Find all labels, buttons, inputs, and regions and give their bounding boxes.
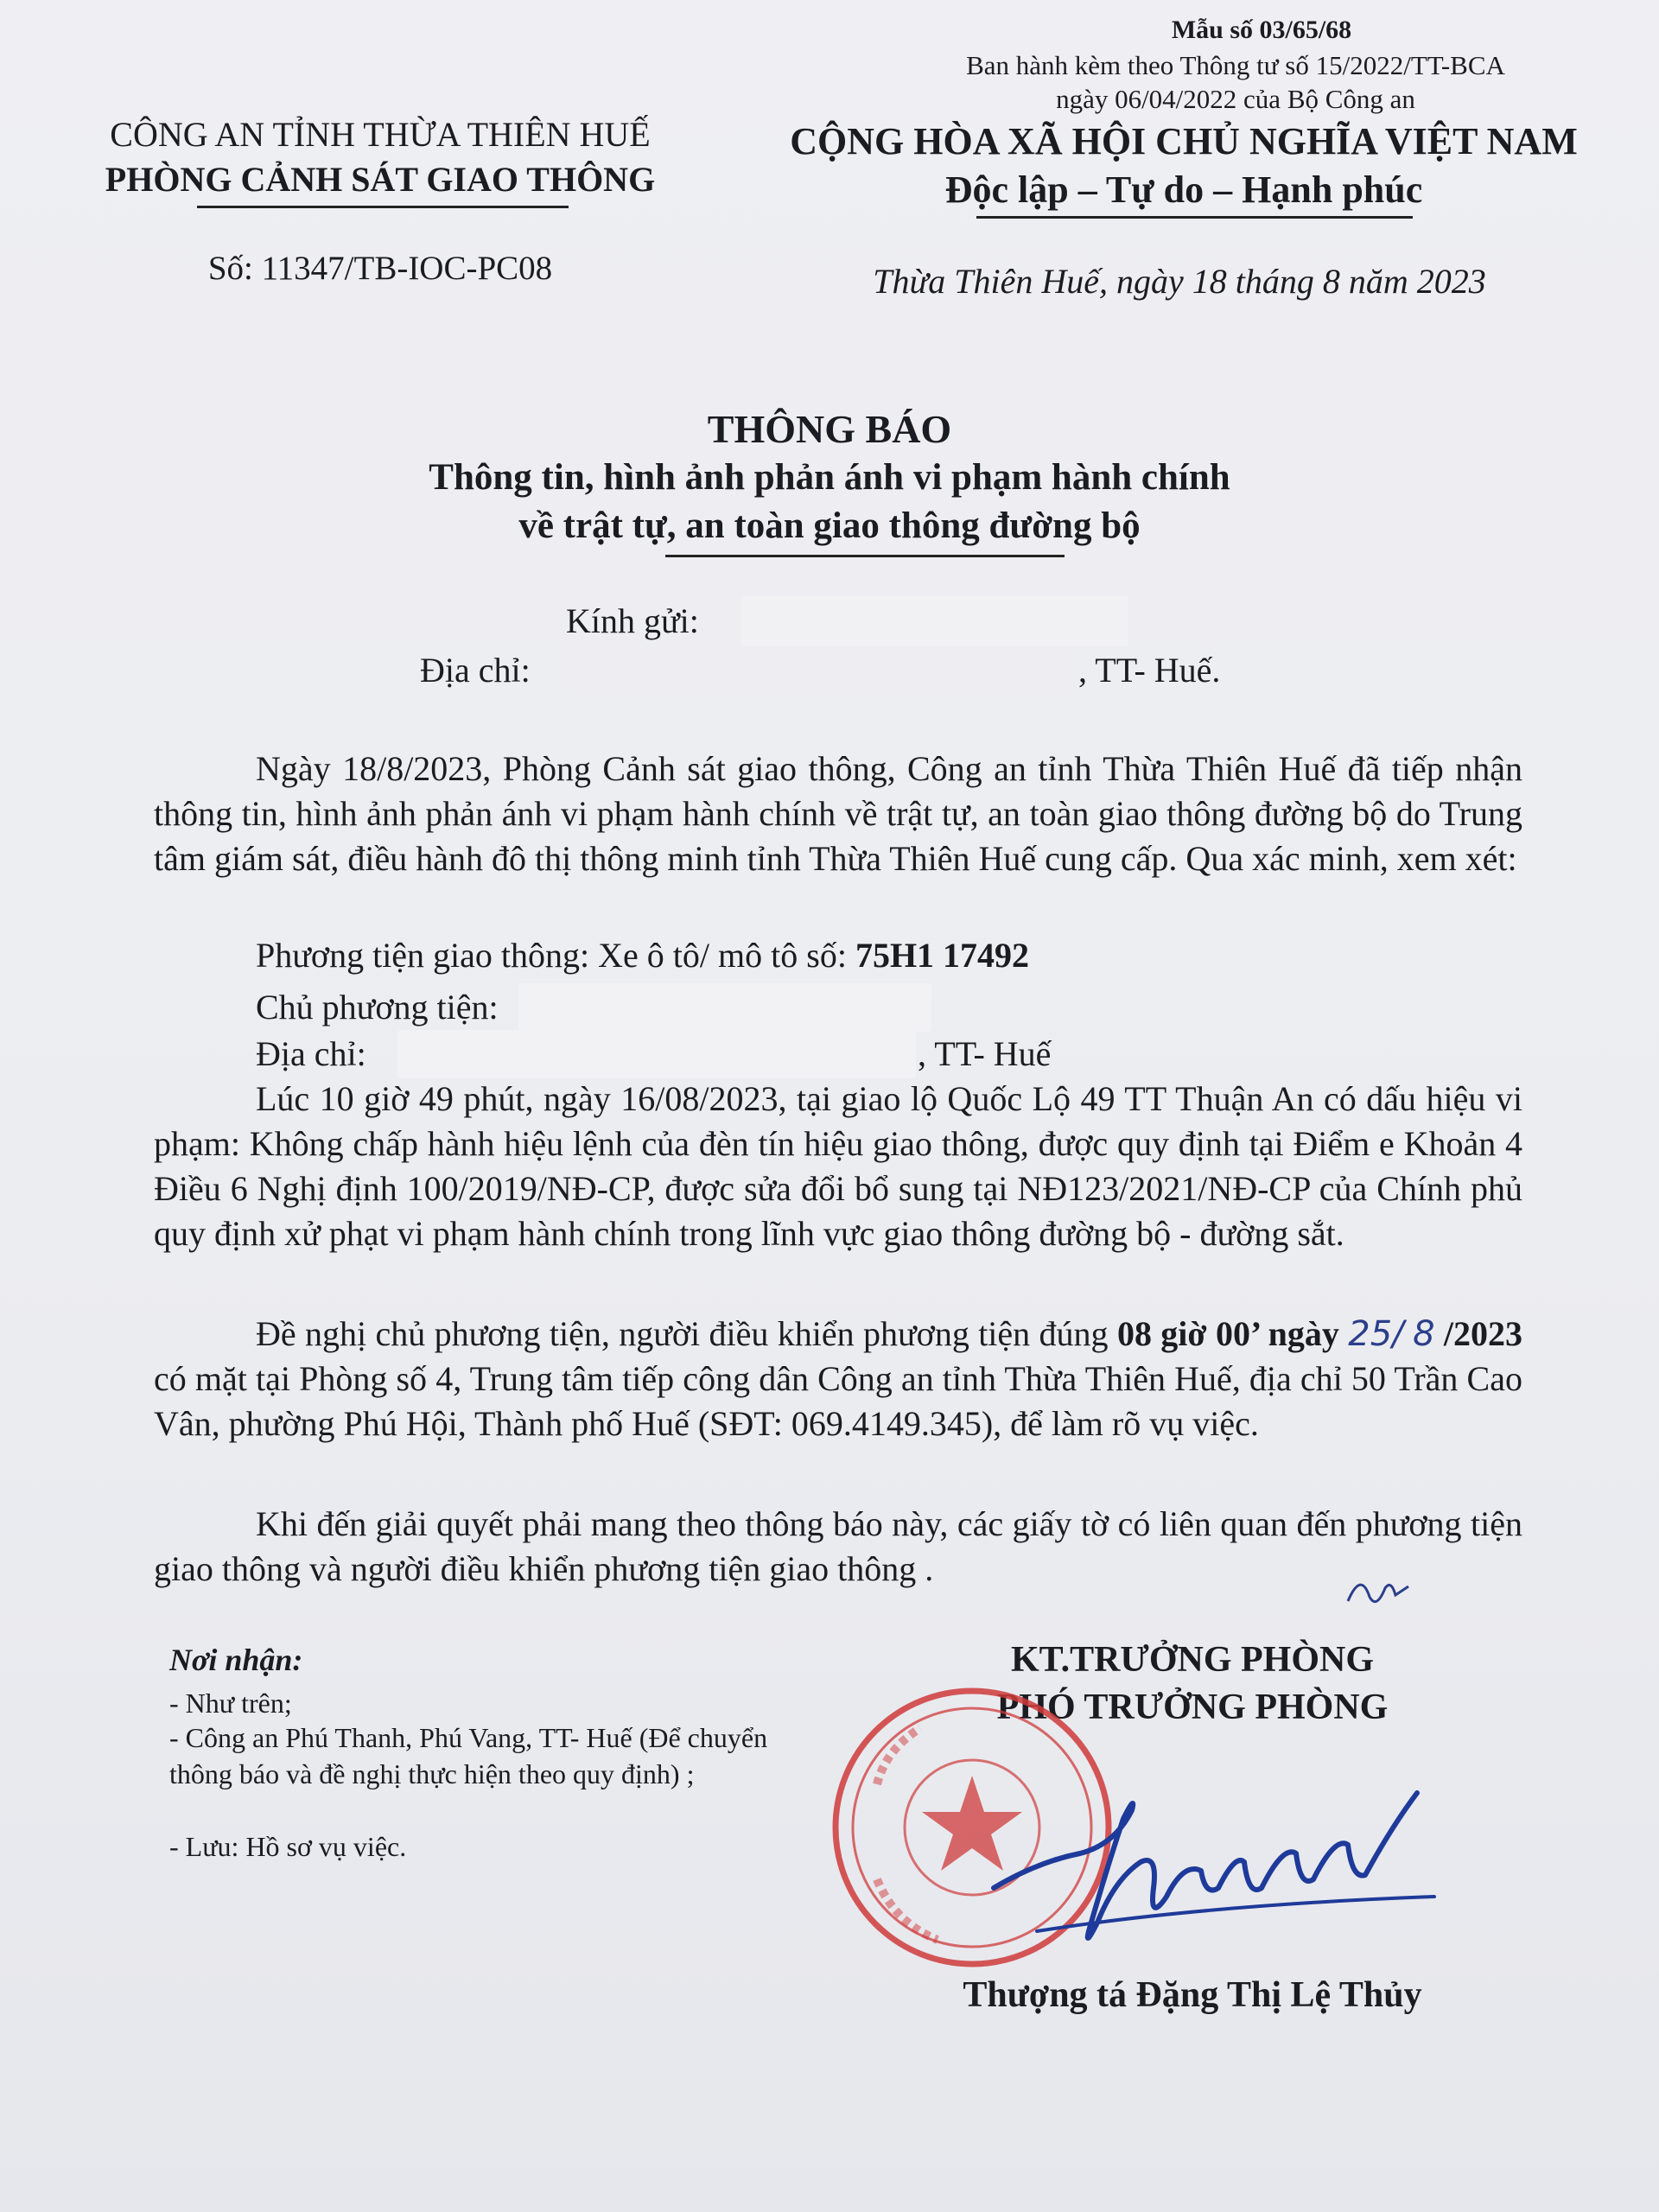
recipient-label: Kính gửi: <box>566 601 699 640</box>
recipient-address-label: Địa chỉ: <box>420 651 531 690</box>
recipients-title: Nơi nhận: <box>169 1643 303 1677</box>
handwritten-day: 25 <box>1348 1314 1393 1354</box>
issued-reference-line2: ngày 06/04/2022 của Bộ Công an <box>1056 84 1415 114</box>
recipient-item-1: - Như trên; <box>169 1688 292 1719</box>
agency-name-line1: CÔNG AN TỈNH THỪA THIÊN HUẾ <box>110 115 651 154</box>
owner-address-suffix: , TT- Huế <box>918 1034 1052 1073</box>
recipient-item-3: - Lưu: Hồ sơ vụ việc. <box>169 1831 407 1862</box>
summons-year: /2023 <box>1443 1314 1523 1353</box>
recipient-item-2: - Công an Phú Thanh, Phú Vang, TT- Huế (Để chuyển thông báo và đề nghị thực hiện theo quy định) ; <box>169 1722 768 1789</box>
agency-name-line2: PHÒNG CẢNH SÁT GIAO THÔNG <box>105 160 656 199</box>
recipient-address-suffix: , TT- Huế. <box>1078 651 1221 690</box>
signing-authority-line2: PHÓ TRƯỞNG PHÒNG <box>996 1688 1389 1727</box>
vehicle-plate: 75H1 17492 <box>855 936 1030 975</box>
summons-text-part2: có mặt tại Phòng số 4, Trung tâm tiếp công dân Công an tỉnh Thừa Thiên Huế, địa chỉ 50 Trần Cao Vân, phường Phú Hội, Thành phố Huế (SĐT: 069.4149.345), để làm rõ vụ việc. <box>154 1359 1522 1443</box>
owner-label: Chủ phương tiện: <box>256 988 499 1027</box>
handwritten-slash: / <box>1392 1314 1404 1354</box>
owner-address-label: Địa chỉ: <box>256 1034 366 1073</box>
document-subtitle-line2: về trật tự, an toàn giao thông đường bộ <box>518 505 1141 546</box>
document-number: Số: 11347/TB-IOC-PC08 <box>207 250 553 287</box>
signer-name: Thượng tá Đặng Thị Lệ Thủy <box>963 1975 1422 2015</box>
title-underline <box>665 555 1065 557</box>
summons-text-part1: Đề nghị chủ phương tiện, người điều khiển phương tiện đúng <box>256 1314 1117 1353</box>
signature-icon <box>985 1758 1452 1966</box>
requirements-text: Khi đến giải quyết phải mang theo thông báo này, các giấy tờ có liên quan đến phương tiện giao thông và người điều khiển phương tiện giao thông . <box>154 1504 1522 1588</box>
redacted-recipient-name <box>741 596 1128 646</box>
redacted-owner-name <box>518 983 931 1032</box>
body-paragraph-requirements <box>154 1502 1522 1592</box>
body-paragraph-intro <box>154 747 1522 881</box>
national-motto: Độc lập – Tự do – Hạnh phúc <box>944 168 1423 211</box>
violation-text: Lúc 10 giờ 49 phút, ngày 16/08/2023, tại giao lộ Quốc Lộ 49 TT Thuận An có dấu hiệu vi phạm: Không chấp hành hiệu lệnh của đèn tín hiệu giao thông, được quy định tại Điểm e Khoản 4 Điều 6 Nghị định 100/2019/NĐ-CP, được sửa đổi bổ sung tại NĐ123/2021/NĐ-CP của Chính phủ quy định xử phạt vi phạm hành chính trong lĩnh vực giao thông đường bộ - đường sắt. <box>154 1079 1522 1253</box>
vehicle-line <box>256 935 1029 976</box>
signing-authority-line1: KT.TRƯỞNG PHÒNG <box>1011 1640 1374 1680</box>
redacted-recipient-address <box>564 646 1071 696</box>
handwritten-month: 8 <box>1413 1314 1435 1354</box>
motto-underline <box>976 216 1413 219</box>
body-paragraph-summons <box>154 1312 1522 1446</box>
issued-reference-line1: Ban hành kèm theo Thông tư số 15/2022/TT-BCA <box>966 50 1505 80</box>
vehicle-label: Phương tiện giao thông: Xe ô tô/ mô tô số: <box>256 936 855 975</box>
initial-mark-icon <box>1344 1562 1413 1614</box>
body-paragraph-violation <box>154 1077 1522 1256</box>
summons-time: 08 giờ 00’ ngày <box>1116 1314 1339 1353</box>
form-number: Mẫu số 03/65/68 <box>1171 16 1352 44</box>
redacted-owner-address <box>397 1030 916 1078</box>
document-title: THÔNG BÁO <box>707 407 952 451</box>
intro-text: Ngày 18/8/2023, Phòng Cảnh sát giao thông, Công an tỉnh Thừa Thiên Huế đã tiếp nhận thông tin, hình ảnh phản ánh vi phạm hành chính về trật tự, an toàn giao thông đường bộ do Trung tâm giám sát, điều hành đô thị thông minh tỉnh Thừa Thiên Huế cung cấp. Qua xác minh, xem xét: <box>154 749 1522 878</box>
document-subtitle-line1: Thông tin, hình ảnh phản ánh vi phạm hành chính <box>429 457 1230 498</box>
agency-underline <box>197 206 569 208</box>
national-title: CỘNG HÒA XÃ HỘI CHỦ NGHĨA VIỆT NAM <box>790 120 1578 162</box>
place-and-date: Thừa Thiên Huế, ngày 18 tháng 8 năm 2023 <box>873 262 1486 301</box>
